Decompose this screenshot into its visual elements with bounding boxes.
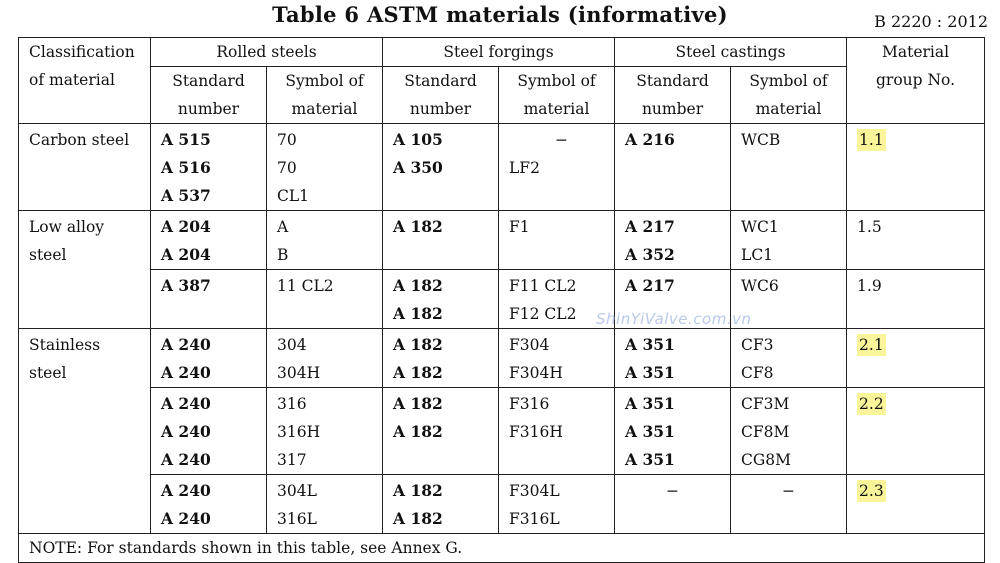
material-group-number: 1.9: [857, 277, 882, 295]
castings-standard-number-value: −: [666, 482, 680, 500]
material-group-cell: [847, 211, 985, 270]
forgings-standard-number: [383, 211, 499, 270]
rolled-standard-number-value: A 240: [161, 509, 211, 528]
rolled-standard-number: [151, 124, 267, 211]
header-steel-forgings: Steel forgings: [383, 38, 615, 67]
forgings-symbol-value: LF2: [509, 159, 540, 177]
rolled-symbol-value: 316: [277, 395, 307, 413]
rolled-symbol-value: 304H: [277, 364, 321, 382]
header-material-group: Material group No.: [847, 38, 985, 124]
castings-symbol-value: −: [782, 482, 796, 500]
classification-label: Stainless: [29, 336, 101, 354]
castings-standard-number-value: A 216: [625, 130, 675, 149]
rolled-standard-number-value: A 240: [161, 363, 211, 382]
castings-symbol: [731, 475, 847, 534]
forgings-symbol-value: F304L: [509, 482, 560, 500]
rolled-standard-number-value: A 537: [161, 186, 211, 205]
castings-standard-number-value: A 351: [625, 422, 675, 441]
material-group-number: 2.2: [859, 395, 884, 413]
rolled-standard-number-value: A 515: [161, 130, 211, 149]
forgings-symbol: [499, 329, 615, 388]
forgings-symbol-value: F11 CL2: [509, 277, 577, 295]
forgings-standard-number: [383, 270, 499, 329]
castings-symbol: [731, 329, 847, 388]
astm-materials-table: [18, 37, 985, 563]
material-group-cell: [847, 124, 985, 211]
table-row: [19, 388, 985, 475]
rolled-standard-number: [151, 329, 267, 388]
classification-label: Low alloy: [29, 218, 105, 236]
castings-standard-number: [615, 388, 731, 475]
forgings-symbol-value: F304: [509, 336, 550, 354]
castings-symbol-value: LC1: [741, 246, 774, 264]
classification-label: steel: [29, 364, 67, 382]
rolled-symbol: [267, 475, 383, 534]
rolled-symbol-value: 70: [277, 159, 297, 177]
material-group-number: 1.5: [857, 218, 882, 236]
rolled-symbol-value: 304L: [277, 482, 317, 500]
castings-standard-number-value: A 352: [625, 245, 675, 264]
rolled-standard-number: [151, 475, 267, 534]
classification-cell: [19, 211, 151, 329]
rolled-symbol-value: 317: [277, 451, 307, 469]
header-rolled-symbol: Symbol of material: [267, 67, 383, 124]
rolled-standard-number: [151, 270, 267, 329]
rolled-symbol: [267, 388, 383, 475]
forgings-standard-number-value: A 182: [393, 394, 443, 413]
rolled-symbol: [267, 124, 383, 211]
material-group-number: 2.3: [859, 482, 884, 500]
forgings-symbol-value: F316H: [509, 423, 563, 441]
rolled-symbol-value: 316H: [277, 423, 321, 441]
castings-symbol: [731, 388, 847, 475]
forgings-symbol-value: F316: [509, 395, 550, 413]
rolled-symbol-value: A: [277, 218, 289, 236]
castings-standard-number-value: A 351: [625, 335, 675, 354]
forgings-symbol-value: F12 CL2: [509, 305, 577, 323]
rolled-symbol-value: CL1: [277, 187, 310, 205]
rolled-symbol-value: B: [277, 246, 289, 264]
rolled-symbol-value: 316L: [277, 510, 317, 528]
classification-label: steel: [29, 246, 67, 264]
table-note: NOTE: For standards shown in this table, see Annex G.: [19, 534, 985, 563]
header-rolled-steels: Rolled steels: [151, 38, 383, 67]
rolled-symbol: [267, 270, 383, 329]
castings-standard-number-value: A 351: [625, 363, 675, 382]
table-row: [19, 124, 985, 211]
rolled-symbol: [267, 211, 383, 270]
header-rolled-standard-number: Standard number: [151, 67, 267, 124]
forgings-standard-number-value: A 182: [393, 217, 443, 236]
forgings-symbol: [499, 388, 615, 475]
rolled-standard-number-value: A 240: [161, 394, 211, 413]
forgings-standard-number: [383, 329, 499, 388]
rolled-standard-number-value: A 387: [161, 276, 211, 295]
castings-standard-number-value: A 217: [625, 276, 675, 295]
rolled-standard-number-value: A 204: [161, 245, 211, 264]
material-group-cell: [847, 329, 985, 388]
forgings-standard-number-value: A 182: [393, 304, 443, 323]
rolled-symbol-value: 70: [277, 131, 297, 149]
watermark: ShinYiValve.com.vn: [596, 310, 752, 328]
forgings-standard-number-value: A 105: [393, 130, 443, 149]
forgings-standard-number-value: A 182: [393, 363, 443, 382]
castings-symbol-value: WC6: [741, 277, 779, 295]
castings-symbol-value: CF8M: [741, 423, 790, 441]
forgings-symbol-value: F304H: [509, 364, 563, 382]
classification-cell: [19, 329, 151, 534]
header-castings-symbol: Symbol of material: [731, 67, 847, 124]
castings-standard-number-value: A 217: [625, 217, 675, 236]
castings-symbol-value: CF8: [741, 364, 774, 382]
header-steel-castings: Steel castings: [615, 38, 847, 67]
castings-standard-number-value: A 351: [625, 450, 675, 469]
rolled-standard-number-value: A 240: [161, 335, 211, 354]
standard-reference: B 2220 : 2012: [874, 12, 988, 31]
material-group-number: 2.1: [859, 336, 884, 354]
castings-symbol-value: CF3M: [741, 395, 790, 413]
table-row: [19, 211, 985, 270]
castings-symbol-value: CG8M: [741, 451, 792, 469]
castings-standard-number: [615, 211, 731, 270]
rolled-symbol: [267, 329, 383, 388]
rolled-standard-number-value: A 240: [161, 422, 211, 441]
forgings-symbol: [499, 475, 615, 534]
classification-cell: [19, 124, 151, 211]
castings-standard-number: [615, 124, 731, 211]
castings-symbol-value: CF3: [741, 336, 774, 354]
table-row: [19, 329, 985, 388]
castings-symbol-value: WCB: [741, 131, 781, 149]
table-title: Table 6 ASTM materials (informative): [272, 2, 728, 27]
material-group-cell: [847, 388, 985, 475]
material-group-cell: [847, 475, 985, 534]
forgings-standard-number-value: A 182: [393, 335, 443, 354]
classification-label: Carbon steel: [29, 131, 130, 149]
forgings-standard-number: [383, 388, 499, 475]
forgings-symbol-value: −: [555, 131, 569, 149]
forgings-standard-number-value: A 182: [393, 509, 443, 528]
castings-symbol: [731, 211, 847, 270]
header-forgings-symbol: Symbol of material: [499, 67, 615, 124]
forgings-standard-number-value: A 182: [393, 481, 443, 500]
castings-symbol-value: WC1: [741, 218, 779, 236]
castings-standard-number-value: A 351: [625, 394, 675, 413]
rolled-standard-number-value: A 240: [161, 481, 211, 500]
castings-symbol: [731, 124, 847, 211]
header-castings-standard-number: Standard number: [615, 67, 731, 124]
castings-standard-number: [615, 329, 731, 388]
rolled-standard-number-value: A 516: [161, 158, 211, 177]
forgings-standard-number-value: A 350: [393, 158, 443, 177]
forgings-symbol: [499, 211, 615, 270]
rolled-symbol-value: 11 CL2: [277, 277, 334, 295]
rolled-standard-number-value: A 204: [161, 217, 211, 236]
rolled-standard-number: [151, 211, 267, 270]
forgings-symbol-value: F316L: [509, 510, 560, 528]
forgings-symbol-value: F1: [509, 218, 530, 236]
forgings-standard-number-value: A 182: [393, 422, 443, 441]
rolled-standard-number: [151, 388, 267, 475]
material-group-cell: [847, 270, 985, 329]
material-group-number: 1.1: [859, 131, 884, 149]
castings-standard-number: [615, 475, 731, 534]
forgings-symbol: [499, 124, 615, 211]
table-row: [19, 270, 985, 329]
table-row: [19, 475, 985, 534]
forgings-standard-number: [383, 475, 499, 534]
forgings-standard-number-value: A 182: [393, 276, 443, 295]
forgings-standard-number: [383, 124, 499, 211]
header-classification: Classification of material: [19, 38, 151, 124]
header-forgings-standard-number: Standard number: [383, 67, 499, 124]
rolled-standard-number-value: A 240: [161, 450, 211, 469]
rolled-symbol-value: 304: [277, 336, 307, 354]
